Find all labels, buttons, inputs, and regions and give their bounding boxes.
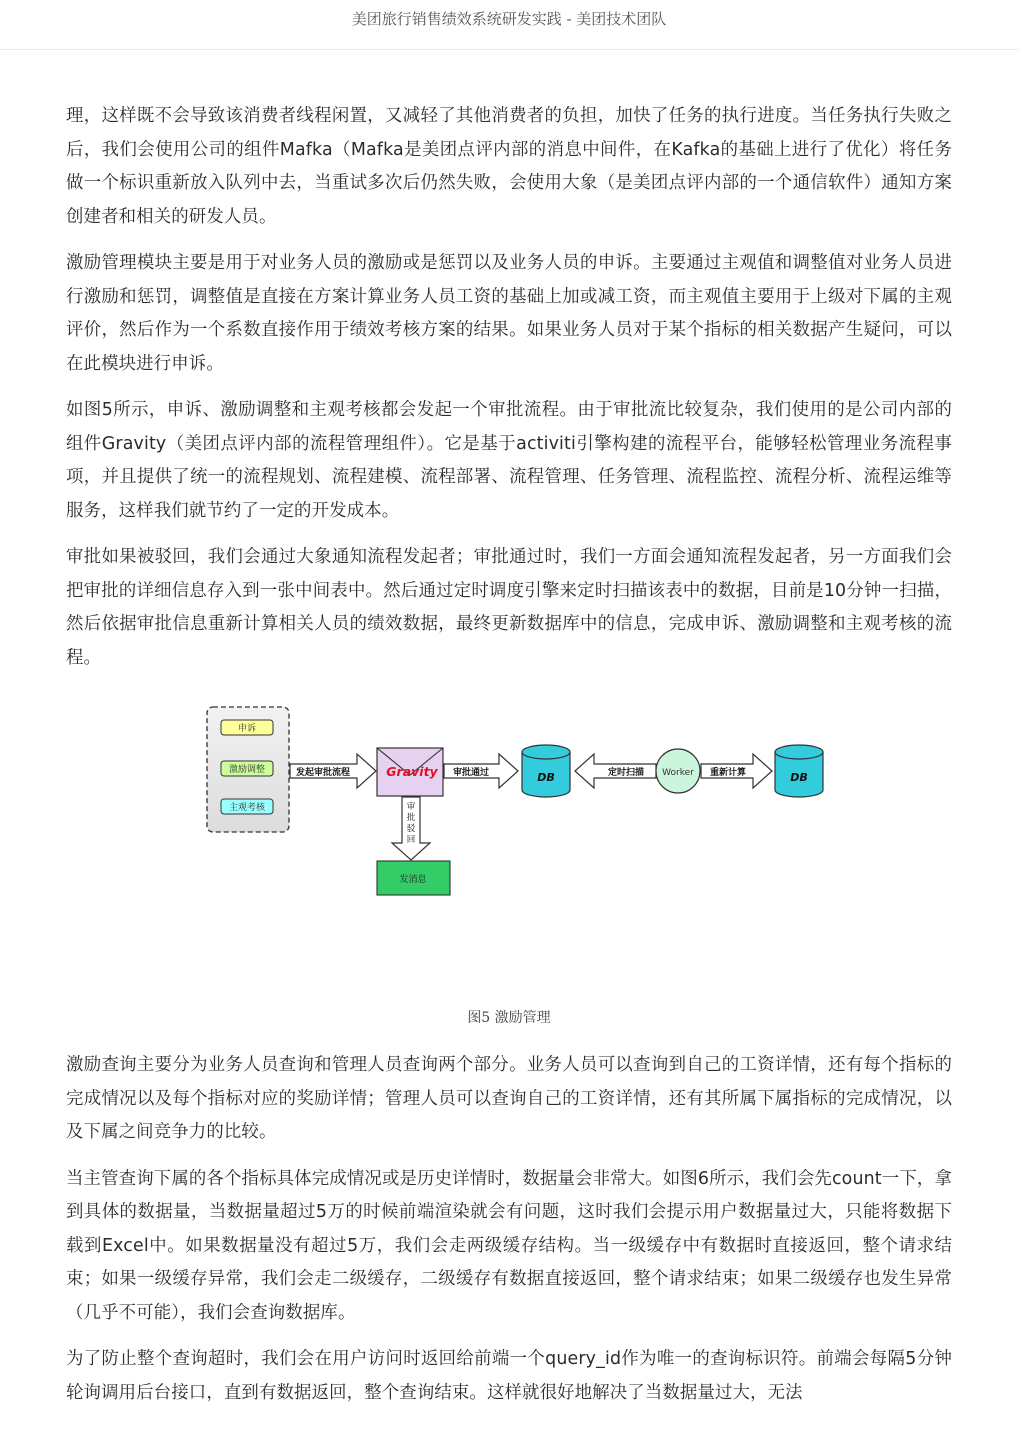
group-item-sheet <box>221 720 273 735</box>
gravity-envelope-node <box>377 748 443 796</box>
arrow-label: 定时扫描 <box>607 768 645 778</box>
gravity-label: Gravity <box>386 764 438 779</box>
group-item-label: 申诉 <box>237 724 257 734</box>
header-title: 美团旅行销售绩效系统研发实践 - 美团技术团队 <box>351 10 667 28</box>
paragraph: 当主管查询下属的各个指标具体完成情况或是历史详情时，数据量会非常大。如图6所示，我们会先count一下，拿到具体的数据量，当数据量超过5万的时候前端渲染就会有问题，这时我们会提示用户数据量过大，只能将数据下载到Excel中。如果数据量没有超过5万，我们会走两级缓存结构。当一级缓存中有数据时直接返回，整个请求结束；如果一级缓存异常，我们会走二级缓存，二级缓存有数据直接返回，整个请求结束；如果二级缓存也发生异常（几乎不可能），我们会查询数据库。 <box>66 1168 952 1323</box>
group-item-label: 主观考核 <box>228 803 266 813</box>
paragraph: 激励查询主要分为业务人员查询和管理人员查询两个部分。业务人员可以查询到自己的工资详情，还有每个指标的完成情况以及每个指标对应的奖励详情；管理人员可以查询自己的工资详情，还有其所属下属指标的完成情况，以及下属之间竞争力的比较。 <box>66 1055 952 1142</box>
send-message-node <box>377 861 450 895</box>
paragraph: 为了防止整个查询超时，我们会在用户访问时返回给前端一个query_id作为唯一的查询标识符。前端会每隔5分钟轮询调用后台接口，直到有数据返回，整个查询结束。这样就很好地解决了当数据量过大，无法 <box>66 1349 952 1403</box>
paragraph: 激励管理模块主要是用于对业务人员的激励或是惩罚以及业务人员的申诉。主要通过主观值和调整值对业务人员进行激励和惩罚，调整值是直接在方案计算业务人员工资的基础上加或减工资，而主观值主要用于上级对下属的主观评价，然后作为一个系数直接作用于绩效考核方案的结果。如果业务人员对于某个指标的相关数据产生疑问，可以在此模块进行申诉。 <box>66 253 952 374</box>
group-item-subjective <box>221 799 273 814</box>
arrow-recalculate <box>701 754 772 788</box>
arrow-label: 回 <box>406 835 416 845</box>
send-message-label: 发消息 <box>399 875 427 885</box>
incentive-management-diagram <box>66 695 952 1015</box>
database-left <box>522 745 570 797</box>
arrow-scheduled-scan <box>575 754 656 788</box>
arrow-label: 审 <box>406 802 416 812</box>
arrow-label: 批 <box>406 813 416 823</box>
page-header <box>0 0 1018 50</box>
article-body <box>66 100 952 1423</box>
paragraph: 如图5所示，申诉、激励调整和主观考核都会发起一个审批流程。由于审批流比较复杂，我们使用的是公司内部的组件Gravity（美团点评内部的流程管理组件）。它是基于activiti引擎构建的流程平台，能够轻松管理业务流程事项，并且提供了统一的流程规划、流程建模、流程部署、流程管理、任务管理、流程监控、流程分析、流程运维等服务，这样我们就节约了一定的开发成本。 <box>66 400 952 521</box>
arrow-label: 重新计算 <box>709 768 747 778</box>
group-item-label: 激励调整 <box>228 765 266 775</box>
arrow-label: 发起审批流程 <box>295 768 351 778</box>
db-label: DB <box>537 771 555 784</box>
paragraph: 理，这样既不会导致该消费者线程闲置，又减轻了其他消费者的负担，加快了任务的执行进度。当任务执行失败之后，我们会使用公司的组件Mafka（Mafka是美团点评内部的消息中间件，在Kafka的基础上进行了优化）将任务做一个标识重新放入队列中去，当重试多次后仍然失败，会使用大象（是美团点评内部的一个通信软件）通知方案创建者和相关的研发人员。 <box>66 106 952 227</box>
figure-caption: 图5 激励管理 <box>467 1010 551 1026</box>
paragraph: 审批如果被驳回，我们会通过大象通知流程发起者；审批通过时，我们一方面会通知流程发起者，另一方面我们会把审批的详细信息存入到一张中间表中。然后通过定时调度引擎来定时扫描该表中的数据，目前是10分钟一扫描，然后依据审批信息重新计算相关人员的绩效数据，最终更新数据库中的信息，完成申诉、激励调整和主观考核的流程。 <box>66 547 952 668</box>
arrow-initiate-approval <box>290 754 376 788</box>
group-item-incentive <box>221 761 273 776</box>
arrow-reject <box>392 797 430 860</box>
worker-label: Worker <box>662 768 694 778</box>
worker-node <box>656 749 700 793</box>
database-right <box>775 745 823 797</box>
arrow-label: 审批通过 <box>452 768 490 778</box>
arrow-approved <box>444 754 518 788</box>
db-label: DB <box>790 771 808 784</box>
arrow-label: 驳 <box>406 824 416 834</box>
